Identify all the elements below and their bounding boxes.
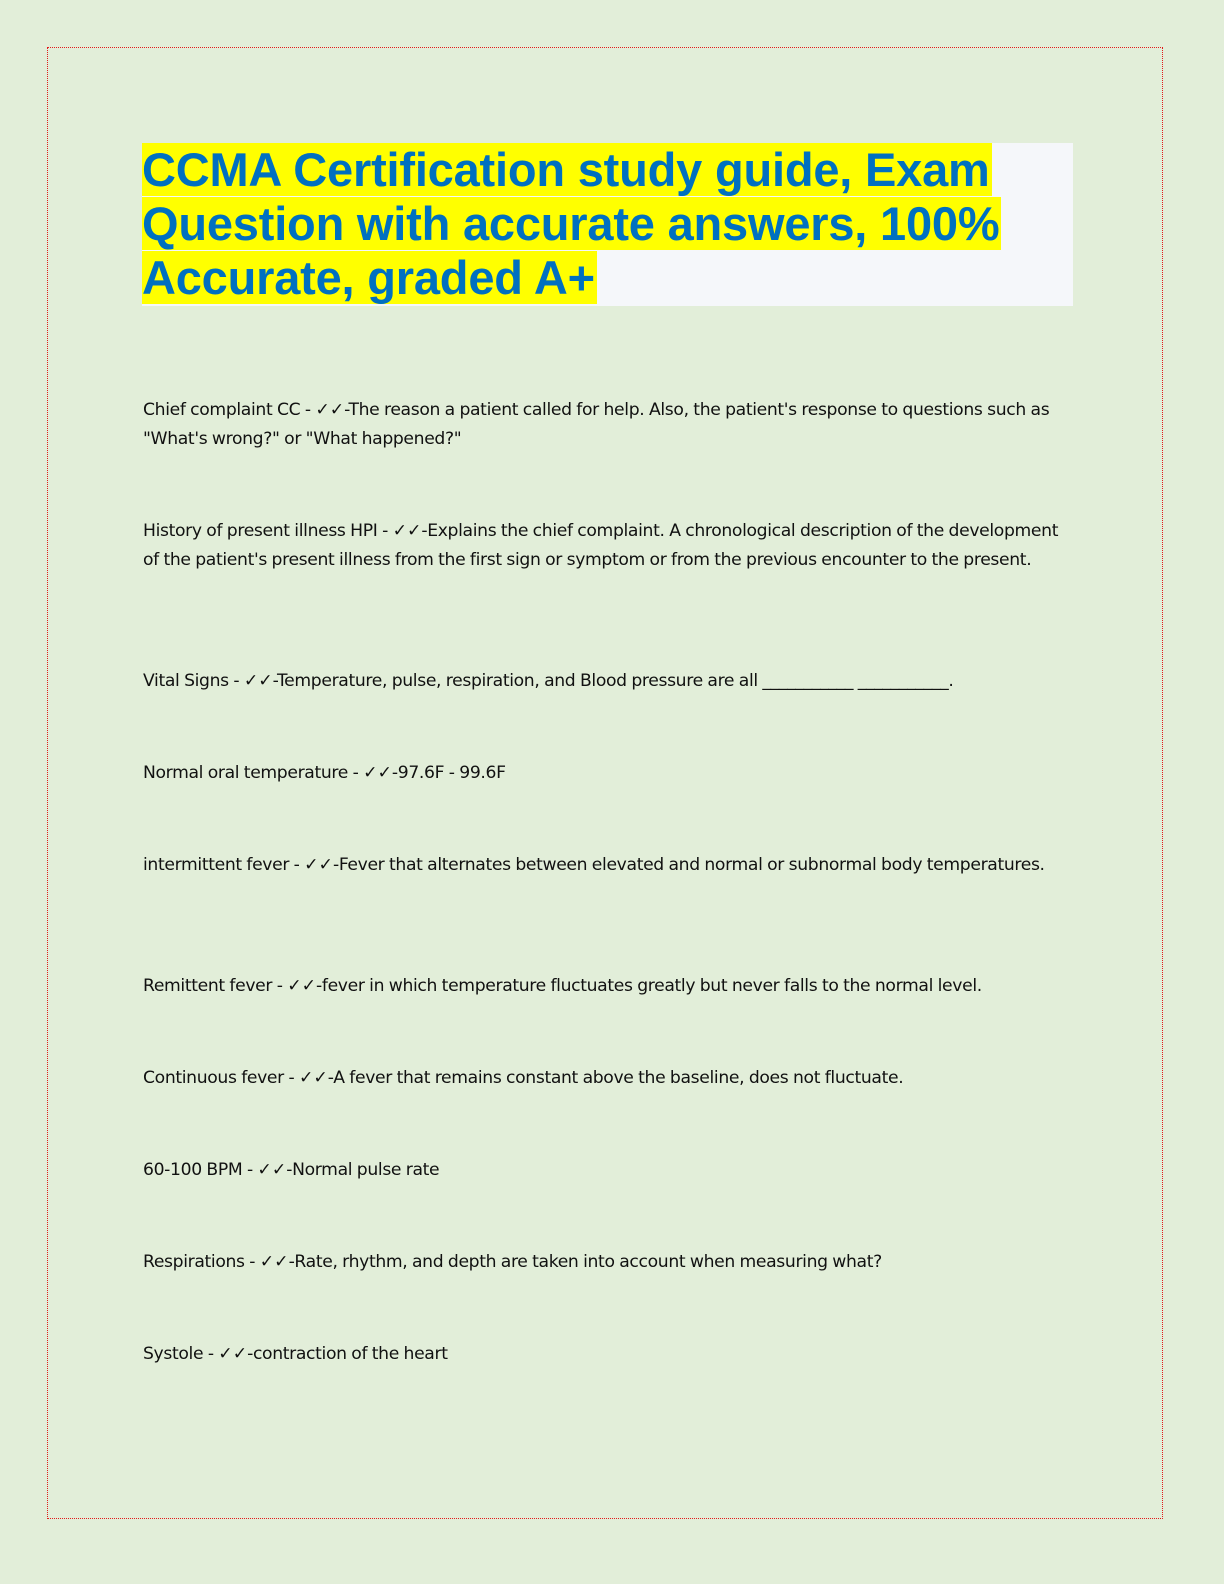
flashcard-entry (143, 1156, 439, 1185)
entry-answer: -Fever that alternates between elevated and normal or subnormal body temperatures. (332, 855, 1045, 875)
entry-term: Respirations (143, 1252, 245, 1272)
double-check-icon: ✓✓ (218, 1344, 248, 1364)
double-check-icon: ✓✓ (363, 763, 392, 783)
entry-separator: - (348, 763, 364, 783)
entry-separator: - (300, 400, 316, 420)
flashcard-entry (143, 1340, 448, 1369)
title-line-1: CCMA Certification study guide, Exam (142, 143, 990, 196)
flashcard-entry (143, 759, 506, 788)
entry-answer: -Rate, rhythm, and depth are taken into account when measuring what? (288, 1252, 882, 1272)
entry-separator: - (203, 1344, 219, 1364)
double-check-icon: ✓✓ (257, 1160, 287, 1180)
entry-separator: - (228, 671, 244, 691)
entry-answer: -fever in which temperature fluctuates greatly but never falls to the normal level. (316, 976, 982, 996)
document-title (142, 143, 1073, 305)
entry-separator: - (242, 1160, 258, 1180)
double-check-icon: ✓✓ (298, 1068, 328, 1088)
title-line-2: Question with accurate answers, 100% (142, 197, 1000, 250)
double-check-icon: ✓✓ (287, 976, 317, 996)
entry-separator: - (377, 521, 393, 541)
title-line-3: Accurate, graded A+ (142, 251, 595, 304)
entry-separator: - (283, 1068, 299, 1088)
entry-term: Normal oral temperature (143, 763, 348, 783)
double-check-icon: ✓✓ (392, 521, 422, 541)
double-check-icon: ✓✓ (315, 400, 345, 420)
entry-term: Continuous fever (143, 1068, 284, 1088)
entry-separator: - (272, 976, 288, 996)
double-check-icon: ✓✓ (304, 855, 333, 875)
entry-term: Remittent fever (143, 976, 273, 996)
flashcard-entry (143, 667, 954, 696)
entry-answer: -contraction of the heart (247, 1344, 448, 1364)
entry-answer: -Temperature, pulse, respiration, and Blood pressure are all ___________ ___________. (272, 671, 954, 691)
entry-answer: -Explains the chief complaint. A chronological description of the development of the patient's present illness from the first sign or symptom or from the previous encounter to the present. (143, 521, 1059, 570)
double-check-icon: ✓✓ (243, 671, 273, 691)
flashcard-entry (143, 851, 1045, 880)
entry-answer: -97.6F - 99.6F (391, 763, 506, 783)
title-box (142, 143, 1073, 306)
flashcard-entry (143, 1064, 903, 1093)
entry-separator: - (289, 855, 305, 875)
flashcard-entry (143, 517, 1078, 575)
flashcard-entry (143, 396, 1078, 454)
entry-answer: -A fever that remains constant above the baseline, does not fluctuate. (327, 1068, 904, 1088)
flashcard-entry (143, 1248, 882, 1277)
entry-term: 60-100 BPM (143, 1160, 243, 1180)
entry-answer: -The reason a patient called for help. Also, the patient's response to questions such as "What's wrong?" or "What happened?" (143, 400, 1050, 449)
entry-term: intermittent fever (143, 855, 290, 875)
entry-term: Systole (143, 1344, 204, 1364)
entry-term: History of present illness HPI (143, 521, 378, 541)
entry-term: Chief complaint CC (143, 400, 301, 420)
double-check-icon: ✓✓ (259, 1252, 289, 1272)
entry-answer: -Normal pulse rate (286, 1160, 440, 1180)
entry-term: Vital Signs (143, 671, 229, 691)
entry-separator: - (244, 1252, 260, 1272)
flashcard-entry (143, 972, 982, 1001)
